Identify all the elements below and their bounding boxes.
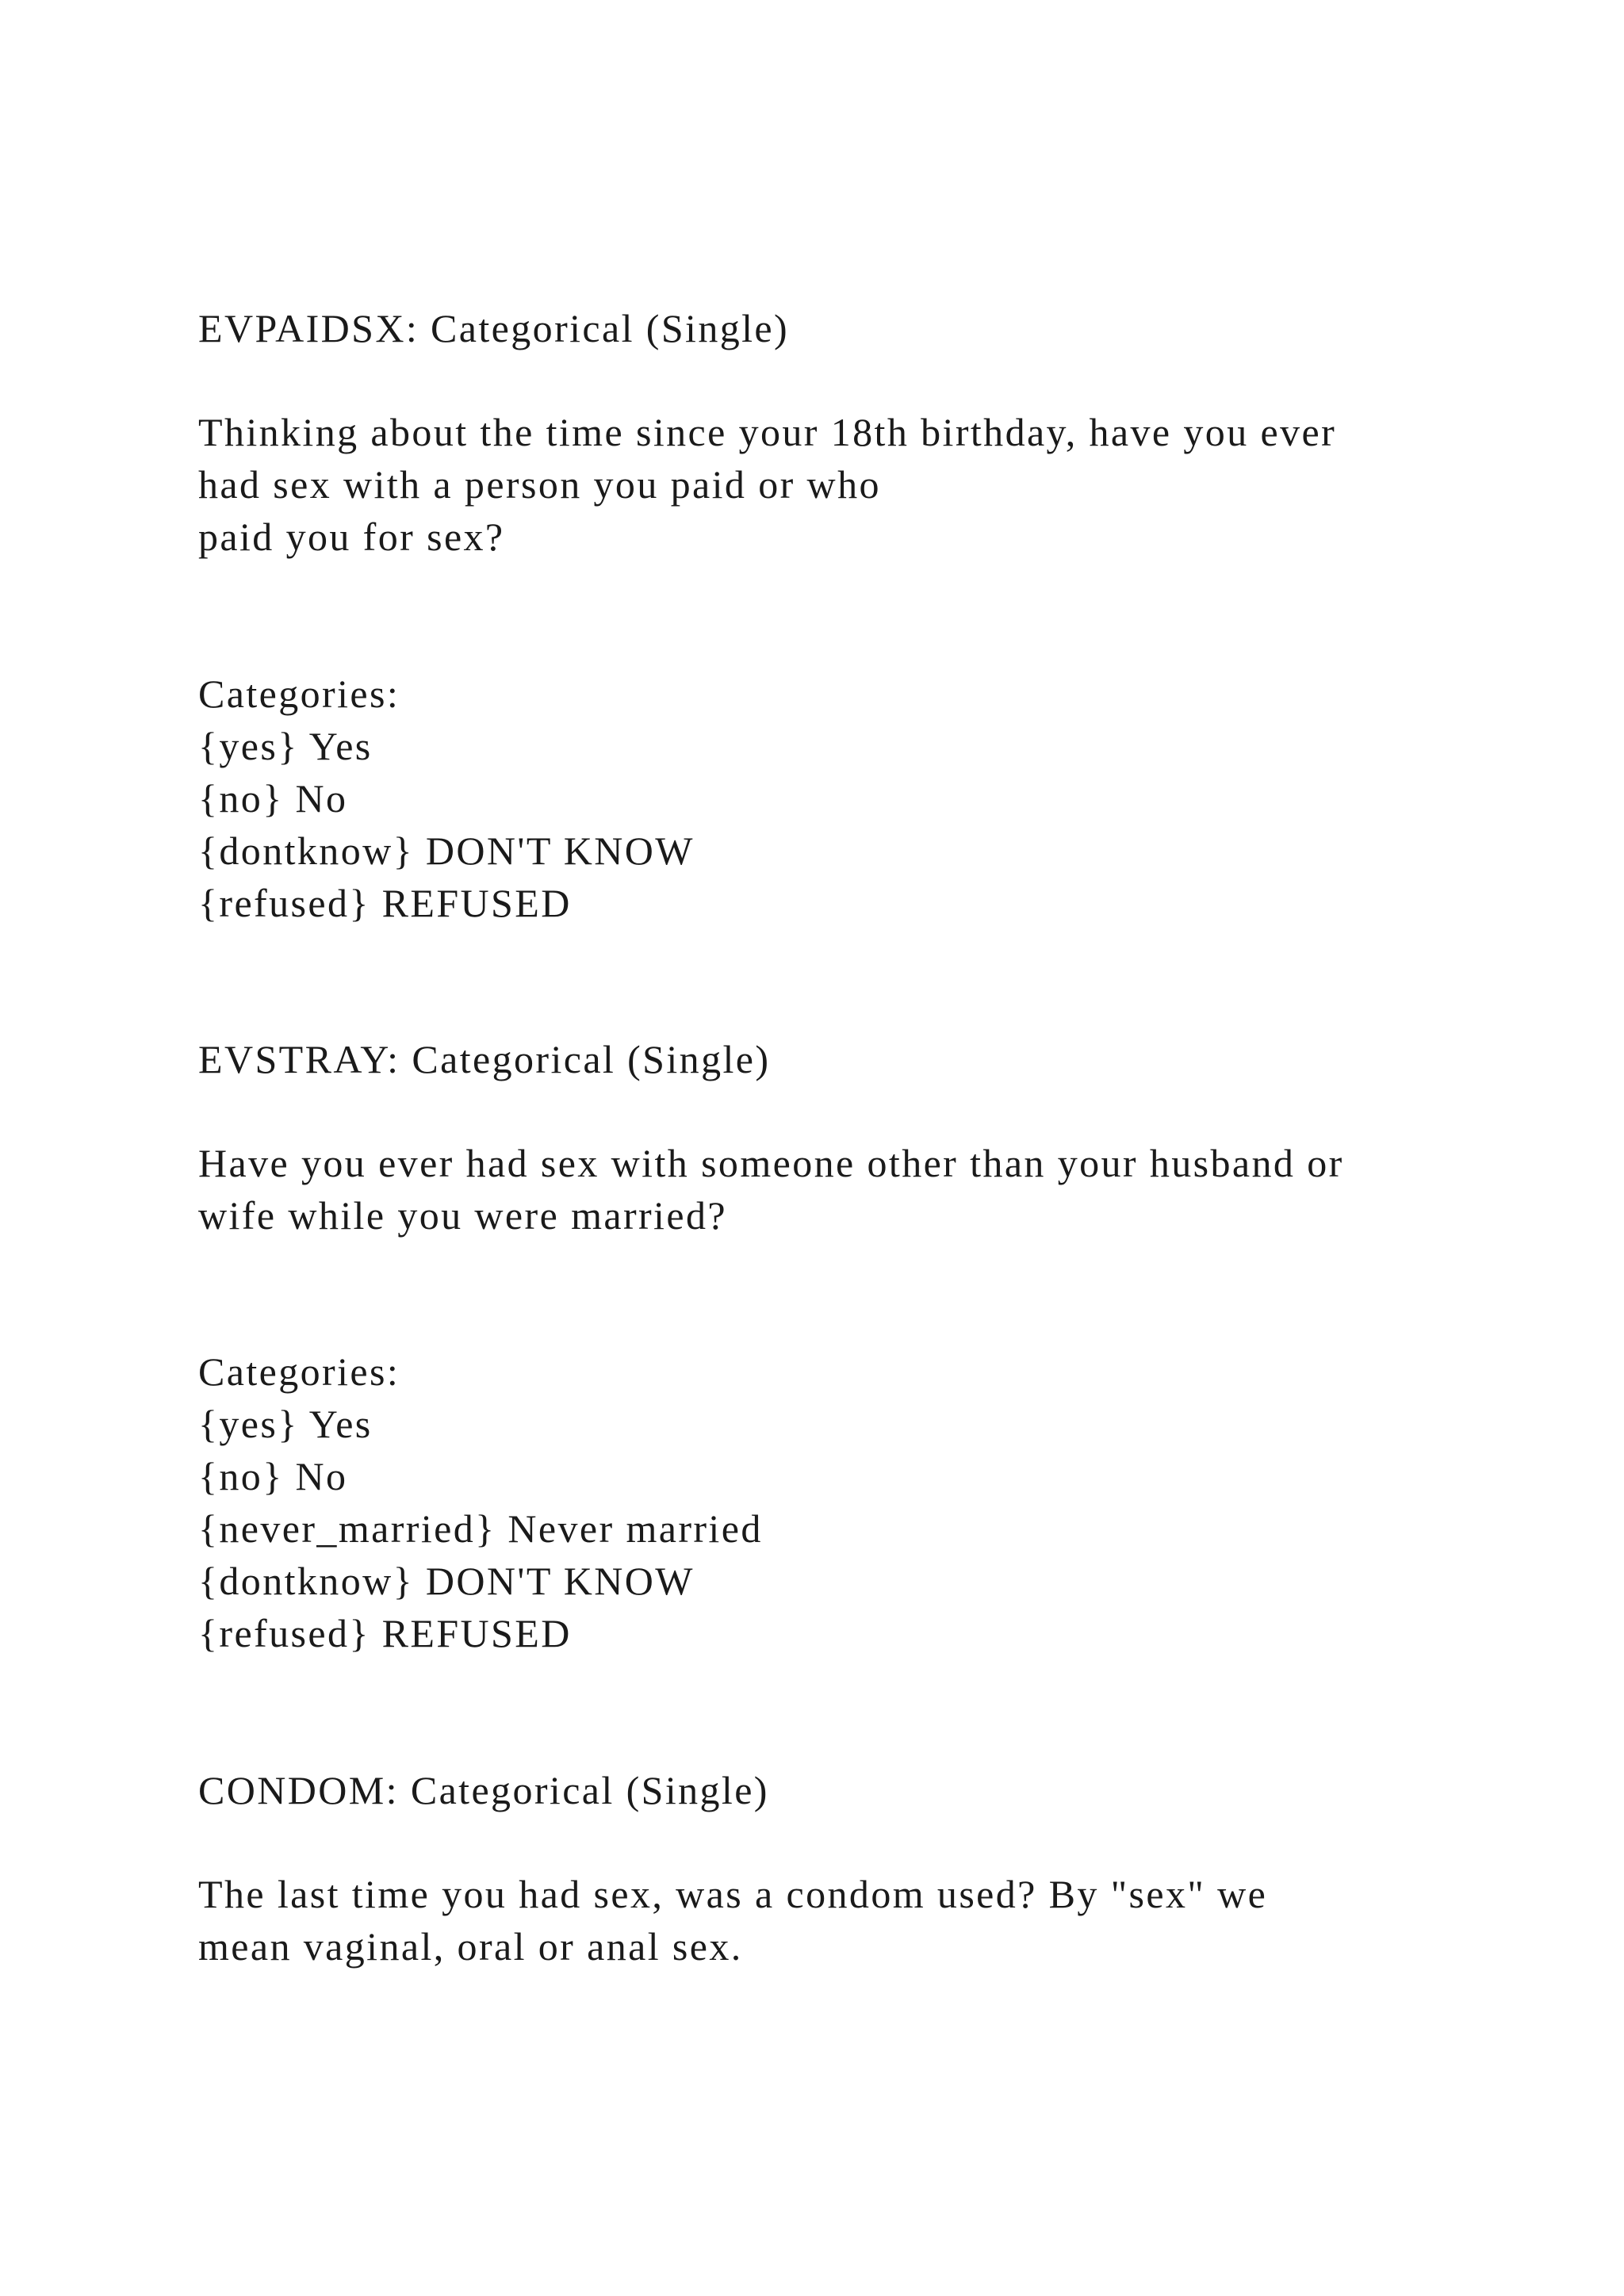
question-prompt-line: Thinking about the time since your 18th birthday, have you ever	[198, 410, 1337, 454]
category-item: {yes} Yes	[198, 1402, 373, 1446]
question-prompt-line: The last time you had sex, was a condom used? By "sex" we	[198, 1872, 1268, 1916]
question-heading: EVSTRAY: Categorical (Single)	[198, 1037, 771, 1081]
question-prompt-line: had sex with a person you paid or who	[198, 462, 881, 507]
question-prompt-line: Have you ever had sex with someone other than your husband or	[198, 1141, 1344, 1185]
category-item: {yes} Yes	[198, 724, 373, 768]
question-prompt-line: mean vaginal, oral or anal sex.	[198, 1924, 743, 1969]
question-heading: CONDOM: Categorical (Single)	[198, 1768, 769, 1812]
categories-label: Categories:	[198, 1349, 400, 1394]
category-item: {never_married} Never married	[198, 1506, 763, 1551]
category-item: {no} No	[198, 776, 348, 821]
question-prompt-line: wife while you were married?	[198, 1193, 727, 1238]
question-prompt-line: paid you for sex?	[198, 515, 505, 559]
categories-label: Categories:	[198, 672, 400, 716]
category-item: {refused} REFUSED	[198, 1611, 572, 1655]
question-heading: EVPAIDSX: Categorical (Single)	[198, 306, 790, 350]
category-item: {dontknow} DON'T KNOW	[198, 828, 695, 873]
category-item: {dontknow} DON'T KNOW	[198, 1559, 695, 1603]
category-item: {no} No	[198, 1454, 348, 1498]
category-item: {refused} REFUSED	[198, 881, 572, 925]
